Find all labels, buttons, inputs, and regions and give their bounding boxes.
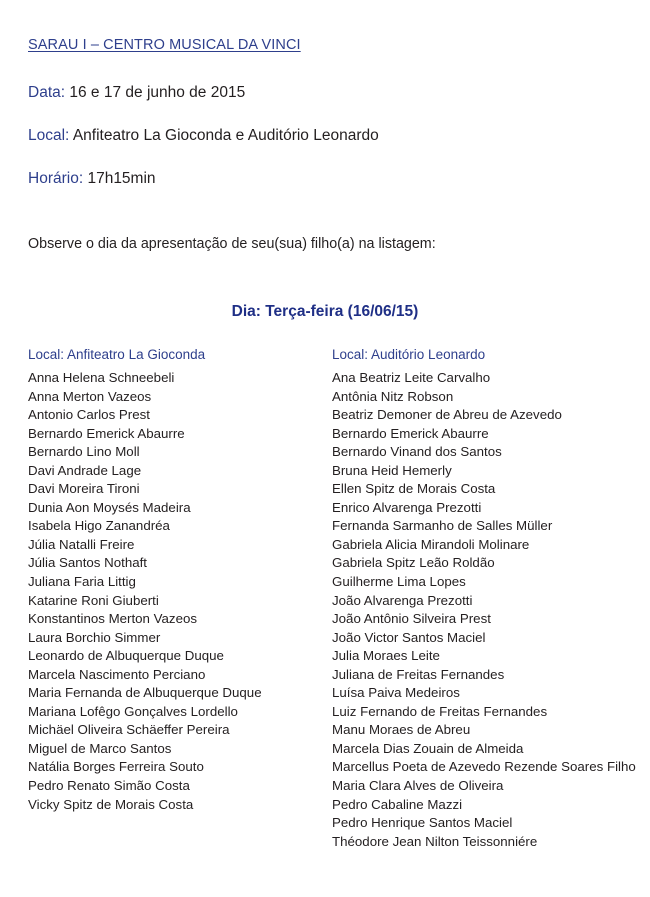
list-item: Bernardo Vinand dos Santos — [332, 444, 502, 460]
time-value: 17h15min — [87, 170, 156, 187]
list-item: Pedro Henrique Santos Maciel — [332, 815, 513, 831]
list-item: Antônia Nitz Robson — [332, 388, 454, 404]
list-item: Ana Beatriz Leite Carvalho — [332, 370, 491, 385]
time-label: Horário: — [28, 170, 84, 187]
list-item: Manu Moraes de Abreu — [332, 722, 471, 738]
list-item: Juliana de Freitas Fernandes — [332, 666, 505, 682]
list-item: Mariana Lofêgo Gonçalves Lordello — [28, 703, 238, 719]
list-item: Bernardo Emerick Abaurre — [28, 425, 185, 441]
list-item: Maria Clara Alves de Oliveira — [332, 778, 504, 794]
list-item: Julia Moraes Leite — [332, 648, 440, 664]
list-item: Marcela Dias Zouain de Almeida — [332, 740, 524, 756]
list-item: Théodore Jean Nilton Teissonniére — [332, 833, 538, 849]
list-item: Júlia Natalli Freire — [28, 536, 135, 552]
list-item: Júlia Santos Nothaft — [28, 555, 148, 571]
right-names-list — [332, 369, 636, 851]
list-item: Dunia Aon Moysés Madeira — [28, 499, 191, 515]
list-item: Davi Andrade Lage — [28, 462, 142, 478]
list-item: Davi Moreira Tironi — [28, 481, 140, 497]
list-item: Miguel de Marco Santos — [28, 740, 172, 756]
location-value: Anfiteatro La Gioconda e Auditório Leonardo — [72, 127, 379, 144]
day-title: Dia: Terça-feira (16/06/15) — [231, 303, 419, 320]
list-item: Ellen Spitz de Morais Costa — [332, 481, 496, 497]
list-item: João Antônio Silveira Prest — [332, 611, 491, 627]
list-item: Pedro Renato Simão Costa — [28, 778, 190, 794]
list-item: Laura Borchio Simmer — [28, 629, 161, 645]
list-item: Gabriela Alicia Mirandoli Molinare — [332, 536, 530, 552]
list-item: Konstantinos Merton Vazeos — [28, 611, 198, 627]
list-item: Bernardo Lino Moll — [28, 444, 140, 460]
date-value: 16 e 17 de junho de 2015 — [69, 84, 246, 101]
left-column-heading: Local: Anfiteatro La Gioconda — [28, 347, 206, 362]
list-item: Luiz Fernando de Freitas Fernandes — [332, 703, 548, 719]
list-item: Marcellus Poeta de Azevedo Rezende Soares Filho — [332, 759, 636, 775]
list-item: Vicky Spitz de Morais Costa — [28, 796, 194, 812]
list-item: Gabriela Spitz Leão Roldão — [332, 555, 495, 571]
list-item: Natália Borges Ferreira Souto — [28, 759, 204, 775]
location-label: Local: — [28, 127, 70, 144]
list-item: Juliana Faria Littig — [28, 574, 136, 590]
list-item: Luísa Paiva Medeiros — [332, 685, 460, 701]
document-title: SARAU I – CENTRO MUSICAL DA VINCI — [28, 37, 301, 53]
list-item: Michäel Oliveira Schäeffer Pereira — [28, 722, 230, 738]
list-item: Guilherme Lima Lopes — [332, 574, 466, 590]
left-names-list — [28, 369, 262, 814]
list-item: Anna Merton Vazeos — [28, 388, 152, 404]
list-item: João Victor Santos Maciel — [332, 629, 486, 645]
list-item: Beatriz Demoner de Abreu de Azevedo — [332, 407, 562, 423]
list-item: Pedro Cabaline Mazzi — [332, 796, 463, 812]
list-item: Fernanda Sarmanho de Salles Müller — [332, 518, 553, 534]
list-item: Marcela Nascimento Perciano — [28, 666, 206, 682]
list-item: Katarine Roni Giuberti — [28, 592, 159, 608]
list-item: Isabela Higo Zanandréa — [28, 518, 170, 534]
list-item: João Alvarenga Prezotti — [332, 592, 473, 608]
instruction-text: Observe o dia da apresentação de seu(sua) filho(a) na listagem: — [28, 236, 436, 252]
right-column-heading: Local: Auditório Leonardo — [332, 347, 486, 362]
list-item: Bernardo Emerick Abaurre — [332, 425, 489, 441]
date-label: Data: — [28, 84, 66, 101]
date-line — [28, 84, 245, 102]
time-line — [28, 170, 156, 188]
list-item: Antonio Carlos Prest — [28, 407, 150, 423]
list-item: Bruna Heid Hemerly — [332, 462, 452, 478]
list-item: Leonardo de Albuquerque Duque — [28, 648, 224, 664]
list-item: Enrico Alvarenga Prezotti — [332, 499, 482, 515]
list-item: Anna Helena Schneebeli — [28, 370, 175, 385]
list-item: Maria Fernanda de Albuquerque Duque — [28, 685, 262, 701]
location-line — [28, 127, 379, 145]
